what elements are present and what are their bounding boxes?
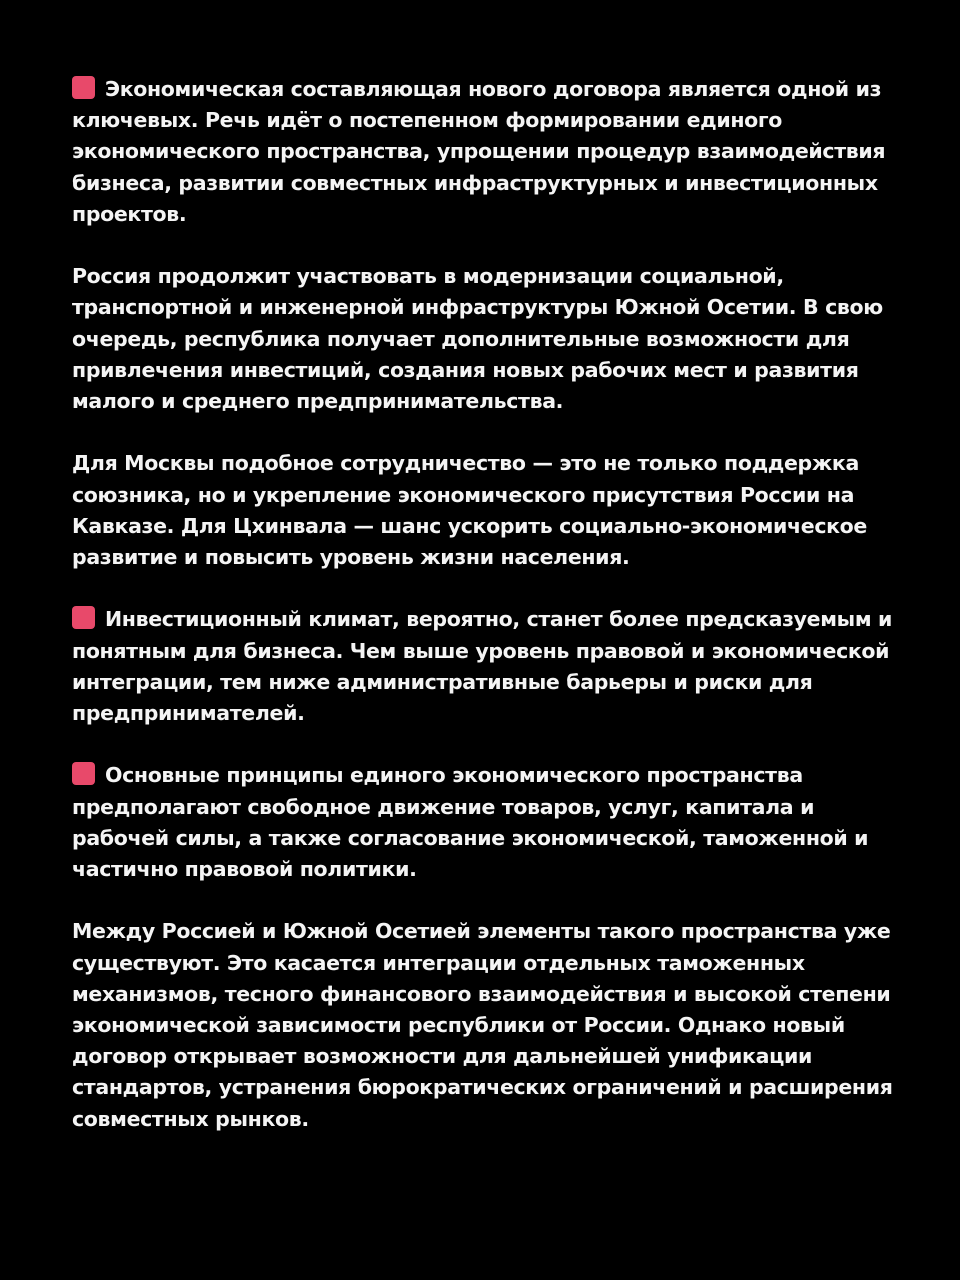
paragraph-existing-elements — [72, 916, 902, 1134]
paragraph-text: Инвестиционный климат, вероятно, станет более предсказуемым и понятным для бизнеса. Чем выше уровень правовой и экономической интеграции, тем ниже административные барьеры и риски для предпринимателей. — [72, 607, 893, 726]
paragraph-russia-modernization — [72, 261, 902, 417]
red-square-icon — [72, 76, 95, 99]
paragraph-text: Россия продолжит участвовать в модернизации социальной, транспортной и инженерной инфраструктуры Южной Осетии. В свою очередь, республика получает дополнительные возможности для привлечения инвестиций, создания новых рабочих мест и развития малого и среднего предпринимательства. — [72, 264, 883, 414]
paragraph-basic-principles — [72, 760, 902, 885]
paragraph-economic-component — [72, 74, 902, 230]
paragraph-text: Для Москвы подобное сотрудничество — это не только поддержка союзника, но и укрепление экономического присутствия России на Кавказе. Для Цхинвала — шанс ускорить социально-экономическое развитие и повысить уровень жизни населения. — [72, 451, 867, 570]
red-square-icon — [72, 762, 95, 785]
paragraph-text: Экономическая составляющая нового договора является одной из ключевых. Речь идёт о постепенном формировании единого экономического пространства, упрощении процедур взаимодействия бизнеса, развитии совместных инфраструктурных и инвестиционных проектов. — [72, 77, 886, 226]
paragraph-text: Между Россией и Южной Осетией элементы такого пространства уже существуют. Это касается интеграции отдельных таможенных механизмов, тесного финансового взаимодействия и высокой степени экономической зависимости республики от России. Однако новый договор открывает возможности для дальнейшей унификации стандартов, устранения бюрократических ограничений и расширения совместных рынков. — [72, 919, 893, 1131]
paragraph-text: Основные принципы единого экономического пространства предполагают свободное движение товаров, услуг, капитала и рабочей силы, а также согласование экономической, таможенной и частично правовой политики. — [72, 763, 869, 882]
red-square-icon — [72, 606, 95, 629]
article-body — [72, 74, 902, 1135]
paragraph-moscow-tskhinval — [72, 448, 902, 573]
paragraph-investment-climate — [72, 604, 902, 729]
